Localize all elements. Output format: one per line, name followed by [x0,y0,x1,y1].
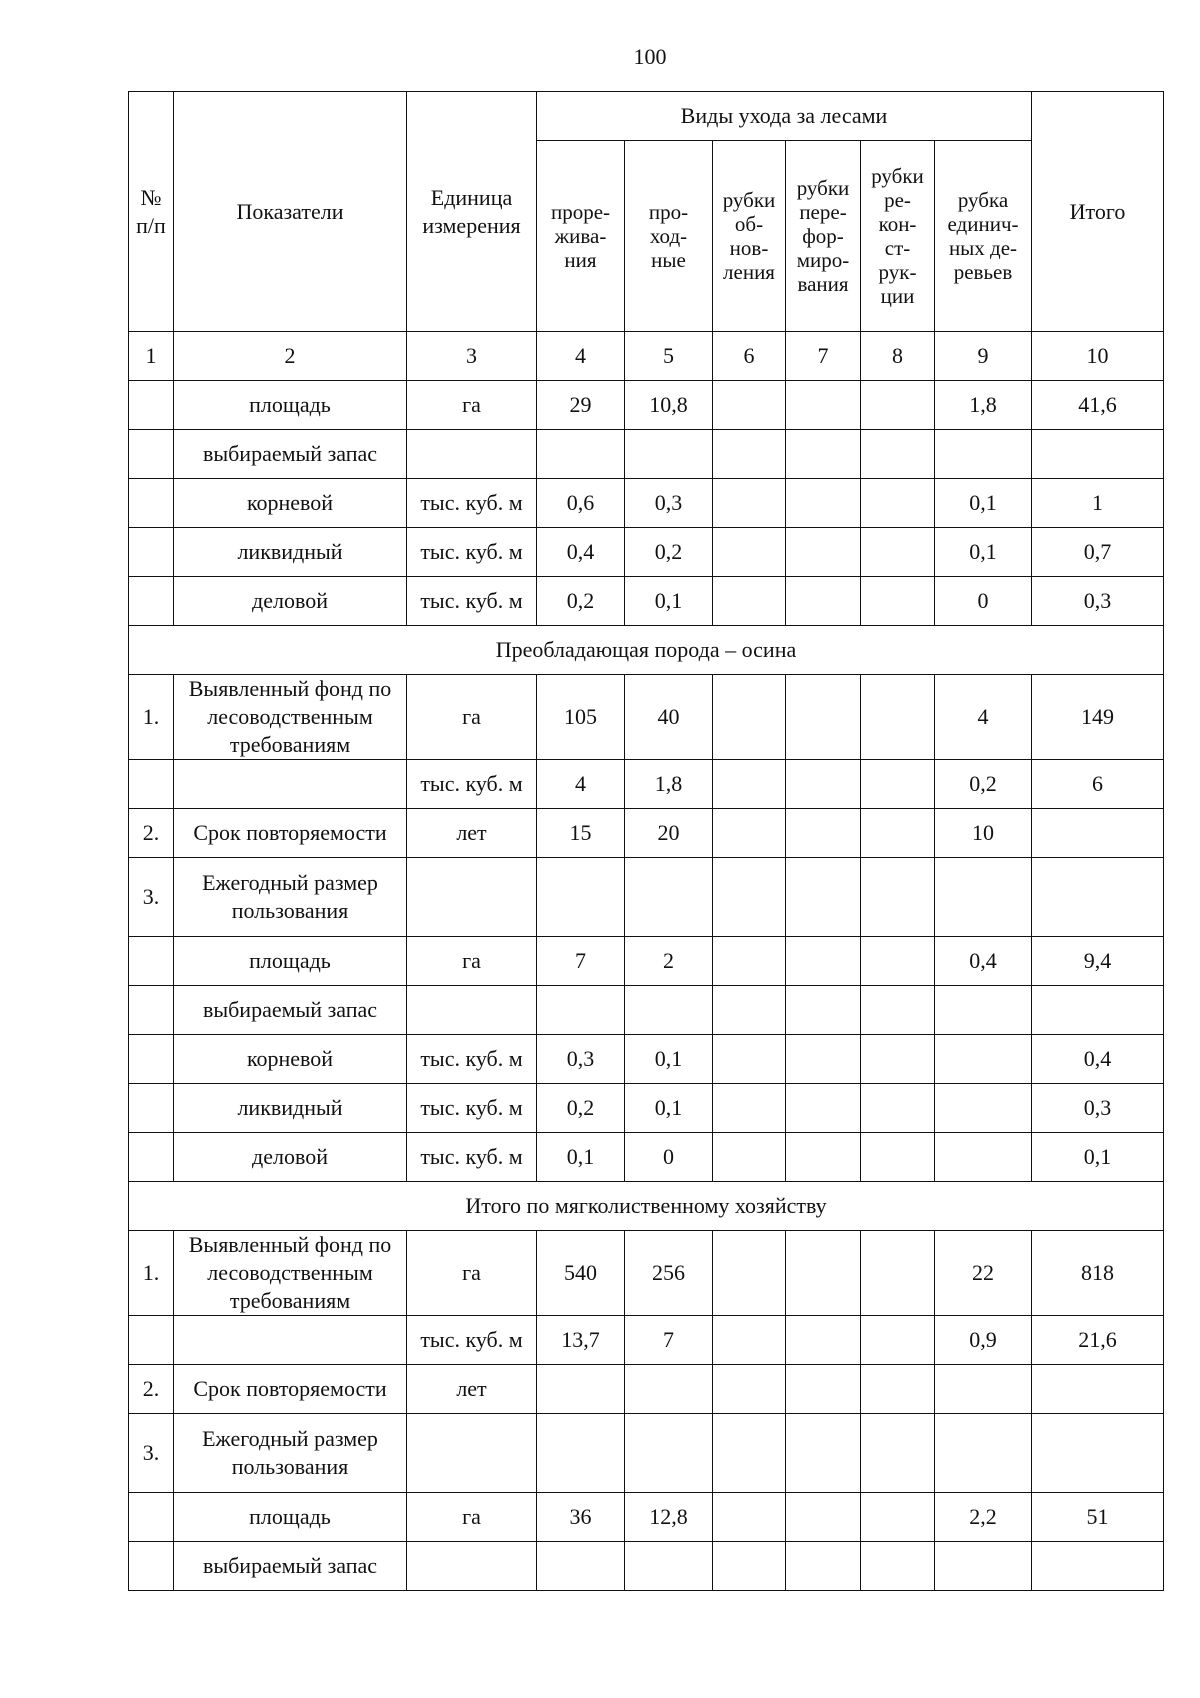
column-number: 5 [625,332,713,381]
value-cell [713,1035,786,1084]
column-number: 6 [713,332,786,381]
value-cell [861,381,935,430]
unit-cell: тыс. куб. м [407,479,537,528]
value-cell: 10,8 [625,381,713,430]
value-cell [861,1414,935,1493]
column-number: 4 [537,332,625,381]
unit-cell [407,1414,537,1493]
value-cell [935,1035,1032,1084]
row-number: 2. [129,1365,174,1414]
value-cell [625,1542,713,1591]
row-number [129,1133,174,1182]
value-cell: 0 [625,1133,713,1182]
table-row [129,937,1164,986]
unit-cell [407,430,537,479]
value-cell [786,1084,861,1133]
value-cell: 0,2 [537,1084,625,1133]
value-cell [1032,1542,1164,1591]
value-cell [861,809,935,858]
section-title-aspen: Преобладающая порода – осина [129,626,1164,675]
value-cell [713,858,786,937]
value-cell: 7 [625,1316,713,1365]
value-cell [786,381,861,430]
value-cell: 0,1 [935,479,1032,528]
unit-cell: га [407,937,537,986]
value-cell: 40 [625,675,713,760]
value-cell [1032,1365,1164,1414]
row-number: 3. [129,1414,174,1493]
column-number: 8 [861,332,935,381]
value-cell: 0,3 [1032,577,1164,626]
value-cell [713,1414,786,1493]
value-cell: 256 [625,1231,713,1316]
rows-softwood-total [129,1231,1164,1591]
value-cell: 0,4 [1032,1035,1164,1084]
indicator-cell: площадь [174,381,407,430]
indicator-cell: выбираемый запас [174,986,407,1035]
value-cell: 0,7 [1032,528,1164,577]
table-row [129,479,1164,528]
value-cell: 0,1 [625,577,713,626]
table-row [129,430,1164,479]
value-cell [786,1316,861,1365]
value-cell [861,1542,935,1591]
value-cell [713,381,786,430]
table-row [129,858,1164,937]
value-cell [537,430,625,479]
row-number [129,937,174,986]
value-cell [713,1493,786,1542]
value-cell: 22 [935,1231,1032,1316]
header-indicators: Показатели [174,92,407,332]
value-cell [861,528,935,577]
header-passage: про- ход- ные [625,141,713,332]
row-number [129,528,174,577]
row-number [129,381,174,430]
row-number: 3. [129,858,174,937]
forest-care-table [128,91,1164,1591]
value-cell [861,1035,935,1084]
value-cell [1032,858,1164,937]
value-cell: 0,2 [537,577,625,626]
value-cell [861,1133,935,1182]
value-cell [861,675,935,760]
row-number [129,986,174,1035]
value-cell [786,760,861,809]
page-number: 100 [633,44,667,69]
value-cell [861,1231,935,1316]
unit-cell: лет [407,1365,537,1414]
value-cell [537,986,625,1035]
indicator-cell: выбираемый запас [174,1542,407,1591]
value-cell: 1,8 [625,760,713,809]
value-cell: 1 [1032,479,1164,528]
value-cell [861,479,935,528]
value-cell [786,1542,861,1591]
value-cell [1032,809,1164,858]
table-row [129,1414,1164,1493]
row-number [129,479,174,528]
value-cell: 12,8 [625,1493,713,1542]
value-cell: 7 [537,937,625,986]
indicator-cell: площадь [174,1493,407,1542]
value-cell: 540 [537,1231,625,1316]
unit-cell: тыс. куб. м [407,1084,537,1133]
value-cell [786,809,861,858]
indicator-cell: площадь [174,937,407,986]
column-number: 2 [174,332,407,381]
value-cell [625,1414,713,1493]
table-row [129,381,1164,430]
header-reconstruction: рубки ре- кон- ст- рук- ции [861,141,935,332]
value-cell [713,1084,786,1133]
value-cell [786,1365,861,1414]
value-cell: 1,8 [935,381,1032,430]
value-cell [625,430,713,479]
table-row [129,1231,1164,1316]
value-cell: 13,7 [537,1316,625,1365]
value-cell [713,986,786,1035]
value-cell: 41,6 [1032,381,1164,430]
value-cell: 0,1 [1032,1133,1164,1182]
value-cell [713,1316,786,1365]
header-unit: Единица измерения [407,92,537,332]
unit-cell: га [407,1231,537,1316]
value-cell: 10 [935,809,1032,858]
value-cell [713,1365,786,1414]
table-row [129,809,1164,858]
value-cell: 0,1 [935,528,1032,577]
value-cell: 6 [1032,760,1164,809]
value-cell: 0,1 [625,1035,713,1084]
row-number [129,1316,174,1365]
value-cell [713,1133,786,1182]
table-row [129,1365,1164,1414]
value-cell: 105 [537,675,625,760]
value-cell [713,1542,786,1591]
value-cell [861,577,935,626]
value-cell [713,1231,786,1316]
value-cell: 2,2 [935,1493,1032,1542]
header-reformation: рубки пере- фор- миро- вания [786,141,861,332]
row-number: 2. [129,809,174,858]
value-cell: 21,6 [1032,1316,1164,1365]
value-cell [935,858,1032,937]
indicator-cell: ликвидный [174,528,407,577]
table-row [129,1133,1164,1182]
row-number [129,1542,174,1591]
column-number: 7 [786,332,861,381]
value-cell [713,675,786,760]
indicator-cell: Срок повторяемости [174,809,407,858]
value-cell [625,1365,713,1414]
value-cell: 0,1 [537,1133,625,1182]
unit-cell: тыс. куб. м [407,528,537,577]
table-row [129,577,1164,626]
indicator-cell: выбираемый запас [174,430,407,479]
column-number: 3 [407,332,537,381]
table-row [129,1316,1164,1365]
value-cell [713,809,786,858]
value-cell: 51 [1032,1493,1164,1542]
value-cell [786,577,861,626]
value-cell [861,937,935,986]
header-care-types: Виды ухода за лесами [537,92,1032,141]
value-cell [786,528,861,577]
value-cell: 149 [1032,675,1164,760]
table-row [129,675,1164,760]
unit-cell: га [407,675,537,760]
indicator-cell: корневой [174,479,407,528]
indicator-cell: Выявленный фонд по лесоводственным требованиям [174,675,407,760]
value-cell [786,479,861,528]
unit-cell [407,986,537,1035]
value-cell [1032,430,1164,479]
value-cell: 29 [537,381,625,430]
value-cell [537,1365,625,1414]
value-cell [537,1414,625,1493]
value-cell [786,986,861,1035]
unit-cell: тыс. куб. м [407,1316,537,1365]
indicator-cell: ликвидный [174,1084,407,1133]
value-cell [786,675,861,760]
column-number: 10 [1032,332,1164,381]
value-cell: 4 [537,760,625,809]
value-cell [935,430,1032,479]
value-cell: 15 [537,809,625,858]
value-cell [861,1316,935,1365]
value-cell: 0,2 [625,528,713,577]
value-cell: 0,3 [1032,1084,1164,1133]
row-number [129,1035,174,1084]
value-cell [786,1035,861,1084]
value-cell [625,986,713,1035]
row-number [129,1084,174,1133]
value-cell [861,1365,935,1414]
unit-cell [407,858,537,937]
indicator-cell: деловой [174,577,407,626]
row-number [129,760,174,809]
table-row [129,1493,1164,1542]
table-row [129,1084,1164,1133]
value-cell [786,1493,861,1542]
value-cell [537,1542,625,1591]
value-cell [861,1493,935,1542]
value-cell [713,528,786,577]
value-cell [935,1133,1032,1182]
section-title-softwood-total: Итого по мягколиственному хозяйству [129,1182,1164,1231]
header-single-trees: рубка единич- ных де- ревьев [935,141,1032,332]
value-cell [713,430,786,479]
rows-aspen [129,675,1164,1182]
table-row [129,760,1164,809]
value-cell: 0,2 [935,760,1032,809]
indicator-cell: Ежегодный размер пользования [174,1414,407,1493]
value-cell [1032,986,1164,1035]
value-cell [786,1133,861,1182]
value-cell: 0,6 [537,479,625,528]
value-cell [786,937,861,986]
unit-cell: тыс. куб. м [407,1133,537,1182]
value-cell: 0,3 [537,1035,625,1084]
indicator-cell: Срок повторяемости [174,1365,407,1414]
value-cell: 0,3 [625,479,713,528]
indicator-cell: деловой [174,1133,407,1182]
header-number: № п/п [129,92,174,332]
value-cell [625,858,713,937]
value-cell [935,1414,1032,1493]
unit-cell: лет [407,809,537,858]
value-cell: 4 [935,675,1032,760]
value-cell: 20 [625,809,713,858]
value-cell [861,1084,935,1133]
value-cell [935,1365,1032,1414]
value-cell [713,577,786,626]
value-cell [861,986,935,1035]
header-thinning: прорe- жива- ния [537,141,625,332]
value-cell: 2 [625,937,713,986]
table-row [129,1035,1164,1084]
value-cell [861,430,935,479]
value-cell [713,760,786,809]
value-cell: 36 [537,1493,625,1542]
unit-cell: тыс. куб. м [407,1035,537,1084]
row-number [129,577,174,626]
value-cell [713,937,786,986]
indicator-cell: Выявленный фонд по лесоводственным требованиям [174,1231,407,1316]
header-total: Итого [1032,92,1164,332]
value-cell: 818 [1032,1231,1164,1316]
table-row [129,1542,1164,1591]
column-number: 1 [129,332,174,381]
value-cell [786,1414,861,1493]
value-cell: 0 [935,577,1032,626]
value-cell [786,1231,861,1316]
column-number: 9 [935,332,1032,381]
table-row [129,528,1164,577]
table-row [129,986,1164,1035]
indicator-cell [174,1316,407,1365]
value-cell [861,760,935,809]
row-number [129,1493,174,1542]
indicator-cell: Ежегодный размер пользования [174,858,407,937]
value-cell: 0,4 [935,937,1032,986]
value-cell [537,858,625,937]
value-cell [1032,1414,1164,1493]
value-cell: 0,1 [625,1084,713,1133]
unit-cell: га [407,381,537,430]
unit-cell: тыс. куб. м [407,577,537,626]
column-numbers-row [129,332,1164,381]
row-number: 1. [129,675,174,760]
indicator-cell [174,760,407,809]
row-number: 1. [129,1231,174,1316]
row-number [129,430,174,479]
value-cell: 0,4 [537,528,625,577]
unit-cell: тыс. куб. м [407,760,537,809]
indicator-cell: корневой [174,1035,407,1084]
value-cell [935,1542,1032,1591]
value-cell: 9,4 [1032,937,1164,986]
value-cell [786,430,861,479]
unit-cell: га [407,1493,537,1542]
value-cell [713,479,786,528]
unit-cell [407,1542,537,1591]
value-cell [935,986,1032,1035]
value-cell [935,1084,1032,1133]
value-cell: 0,9 [935,1316,1032,1365]
value-cell [861,858,935,937]
value-cell [786,858,861,937]
header-renewal: рубки об- нов- ления [713,141,786,332]
rows-top [129,381,1164,626]
